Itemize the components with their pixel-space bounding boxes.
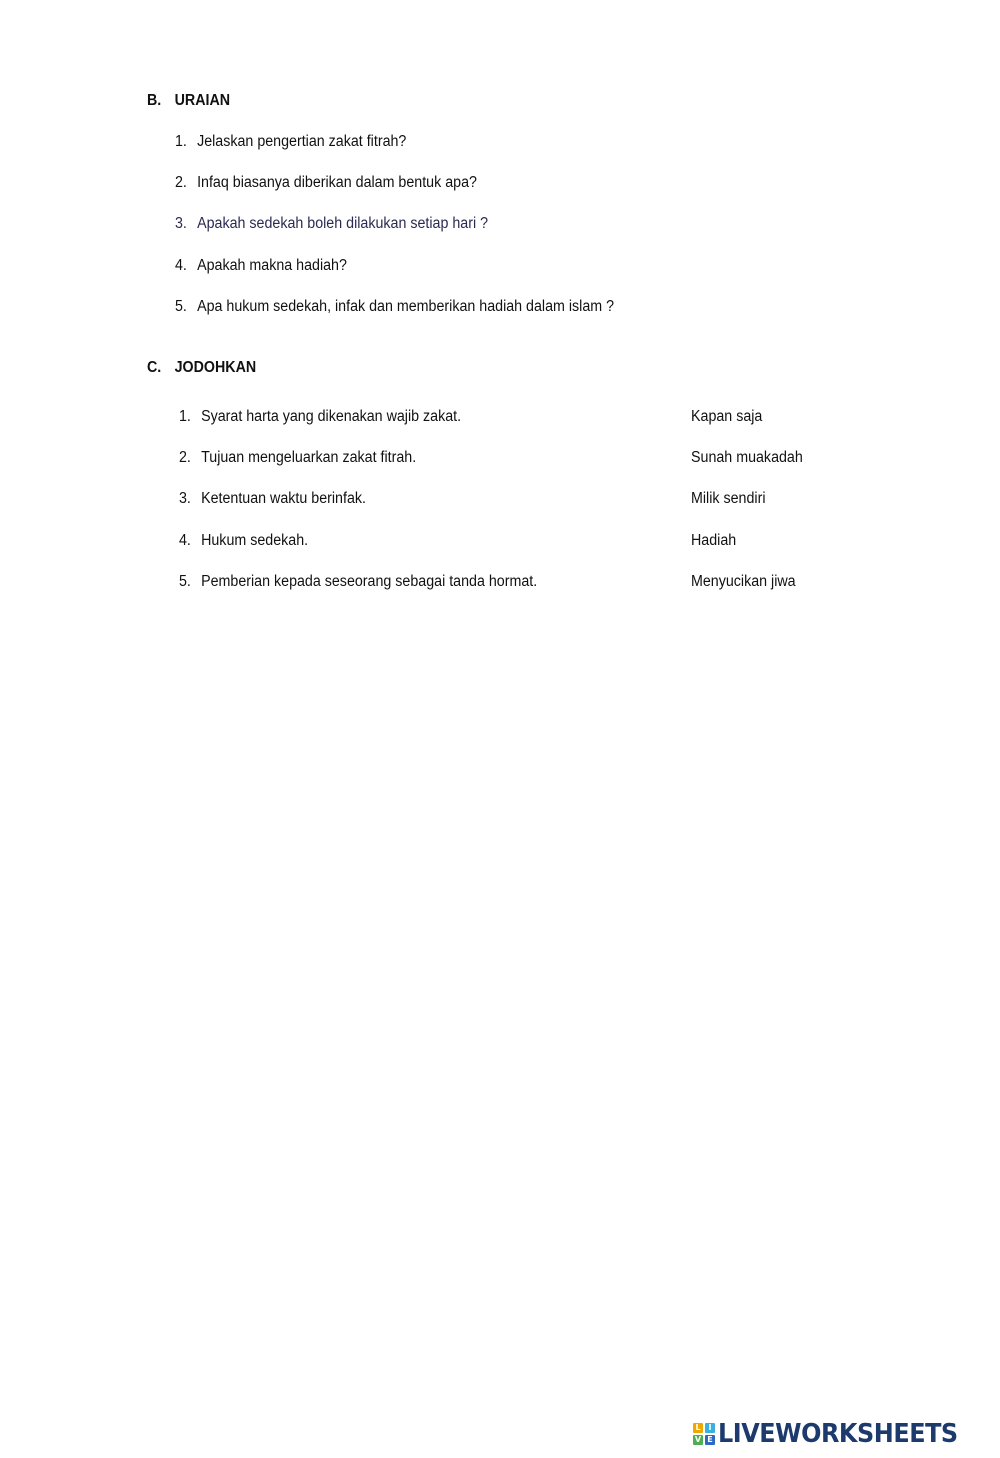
uraian-question-3 (175, 215, 488, 233)
section-b-heading: URAIAN (174, 92, 231, 109)
item-text: Syarat harta yang dikenakan wajib zakat. (201, 408, 462, 425)
logo-mark-icon (693, 1423, 715, 1445)
uraian-question-4 (175, 257, 347, 275)
item-text: Ketentuan waktu berinfak. (201, 490, 366, 507)
jodohkan-item-5 (179, 573, 537, 591)
jodohkan-answer-4[interactable]: Hadiah (691, 532, 737, 549)
liveworksheets-logo (693, 1418, 979, 1450)
question-number: 2. (175, 174, 187, 191)
item-number: 3. (179, 490, 191, 507)
logo-letter-l: L (693, 1423, 703, 1433)
section-c-title (147, 359, 256, 377)
item-number: 4. (179, 532, 191, 549)
jodohkan-item-4 (179, 532, 308, 550)
section-b-letter: B. (147, 92, 162, 109)
jodohkan-item-1 (179, 408, 461, 426)
logo-letter-e: E (705, 1435, 715, 1445)
jodohkan-item-3 (179, 490, 366, 508)
item-text: Pemberian kepada seseorang sebagai tanda hormat. (201, 573, 538, 590)
section-c-letter: C. (147, 359, 162, 376)
item-text: Hukum sedekah. (201, 532, 309, 549)
question-text: Infaq biasanya diberikan dalam bentuk apa? (197, 174, 477, 191)
logo-text: LIVEWORKSHEETS (718, 1419, 958, 1449)
question-text: Apakah makna hadiah? (197, 257, 347, 274)
question-text: Apakah sedekah boleh dilakukan setiap hari ? (197, 215, 489, 232)
jodohkan-item-2 (179, 449, 416, 467)
section-c-heading: JODOHKAN (174, 359, 257, 376)
item-number: 1. (179, 408, 191, 425)
uraian-question-1 (175, 133, 406, 151)
question-number: 5. (175, 298, 187, 315)
item-number: 2. (179, 449, 191, 466)
jodohkan-answer-2[interactable]: Sunah muakadah (691, 449, 803, 466)
logo-letter-i: I (705, 1423, 715, 1433)
section-b-title (147, 92, 230, 110)
uraian-question-5 (175, 298, 614, 316)
logo-letter-v: V (694, 1435, 702, 1444)
jodohkan-answer-3[interactable]: Milik sendiri (691, 490, 766, 507)
question-number: 4. (175, 257, 187, 274)
question-number: 3. (175, 215, 187, 232)
jodohkan-answer-1[interactable]: Kapan saja (691, 408, 763, 425)
item-number: 5. (179, 573, 191, 590)
question-text: Apa hukum sedekah, infak dan memberikan hadiah dalam islam ? (197, 298, 615, 315)
question-text: Jelaskan pengertian zakat fitrah? (197, 133, 407, 150)
question-number: 1. (175, 133, 187, 150)
uraian-question-2 (175, 174, 477, 192)
item-text: Tujuan mengeluarkan zakat fitrah. (201, 449, 417, 466)
jodohkan-answer-5[interactable]: Menyucikan jiwa (691, 573, 796, 590)
